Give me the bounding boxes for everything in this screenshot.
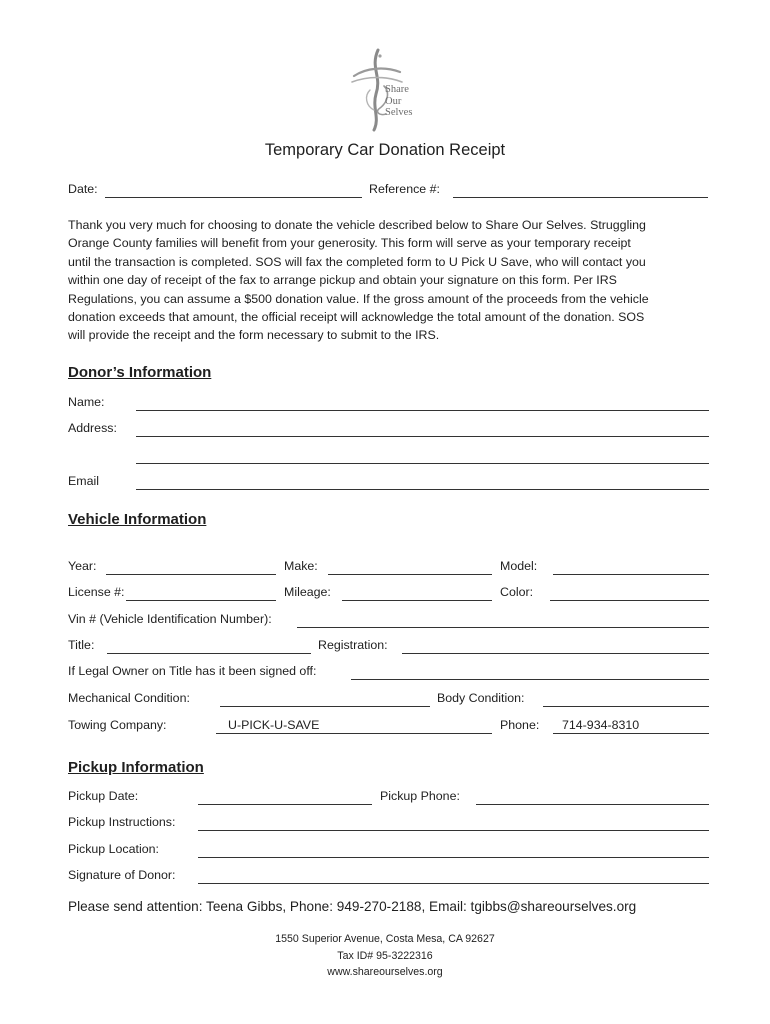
intro-line: will provide the receipt and the form necessary to submit to the IRS. xyxy=(68,328,440,343)
license-label: License #: xyxy=(68,585,125,599)
donor-email-label: Email xyxy=(68,474,99,488)
year-label: Year: xyxy=(68,559,97,573)
towing-phone-label: Phone: xyxy=(500,718,540,732)
intro-line: Thank you very much for choosing to donate the vehicle described below to Share Our Selves. Struggling xyxy=(68,218,646,232)
towing-phone-value: 714-934-8310 xyxy=(562,718,640,732)
footer-address: 1550 Superior Avenue, Costa Mesa, CA 92627 xyxy=(275,933,495,945)
towing-company-field[interactable] xyxy=(216,733,492,734)
body-condition-label: Body Condition: xyxy=(437,691,525,705)
license-field[interactable] xyxy=(126,600,276,601)
pickup-section-heading: Pickup Information xyxy=(68,759,204,776)
towing-company-value: U-PICK-U-SAVE xyxy=(228,718,320,732)
footer-tax-id: Tax ID# 95-3222316 xyxy=(337,949,433,962)
body-condition-field[interactable] xyxy=(543,706,709,707)
intro-line: within one day of receipt of the fax to arrange pickup and obtain your signature on this form. Per IRS xyxy=(68,273,617,288)
registration-label: Registration: xyxy=(318,638,388,652)
title-label: Title: xyxy=(68,638,95,652)
intro-line: until the transaction is completed. SOS will fax the completed form to U Pick U Save, who will contact you xyxy=(68,254,646,269)
make-label: Make: xyxy=(284,559,318,573)
donor-name-label: Name: xyxy=(68,395,105,409)
send-attention-text: Please send attention: Teena Gibbs, Phone: 949-270-2188, Email: tgibbs@shareourselves.org xyxy=(68,899,637,914)
intro-line: Regulations, you can assume a $500 donation value. If the gross amount of the proceeds from the vehicle xyxy=(68,291,649,306)
make-field[interactable] xyxy=(328,574,492,575)
towing-company-label: Towing Company: xyxy=(68,718,167,732)
intro-paragraph xyxy=(68,216,718,345)
logo-line-2: Our xyxy=(385,95,402,107)
donor-address-field-1[interactable] xyxy=(136,436,709,437)
vin-label: Vin # (Vehicle Identification Number): xyxy=(68,612,272,626)
mileage-field[interactable] xyxy=(342,600,492,601)
logo-line-3: Selves xyxy=(385,107,413,118)
legal-owner-label: If Legal Owner on Title has it been signed off: xyxy=(68,664,317,678)
mileage-label: Mileage: xyxy=(284,585,331,599)
mechanical-condition-field[interactable] xyxy=(220,706,430,707)
reference-label: Reference #: xyxy=(369,182,440,196)
registration-field[interactable] xyxy=(402,653,709,654)
donor-section-heading: Donor’s Information xyxy=(68,364,212,381)
pickup-location-field[interactable] xyxy=(198,857,709,858)
page-title: Temporary Car Donation Receipt xyxy=(264,141,506,159)
donor-address-label: Address: xyxy=(68,421,117,435)
pickup-date-field[interactable] xyxy=(198,804,372,805)
model-field[interactable] xyxy=(553,574,709,575)
logo-wordmark xyxy=(385,84,412,119)
date-field[interactable] xyxy=(105,197,362,198)
vin-field[interactable] xyxy=(297,627,709,628)
pickup-instructions-label: Pickup Instructions: xyxy=(68,815,176,829)
donor-name-field[interactable] xyxy=(136,410,709,411)
donor-address-field-2[interactable] xyxy=(136,463,709,464)
year-field[interactable] xyxy=(106,574,276,575)
intro-line: Orange County families will benefit from your generosity. This form will serve as your temporary receipt xyxy=(68,236,631,251)
reference-field[interactable] xyxy=(453,197,708,198)
logo-line-1: Share xyxy=(385,84,409,95)
model-label: Model: xyxy=(500,559,538,573)
pickup-date-label: Pickup Date: xyxy=(68,789,139,803)
title-field[interactable] xyxy=(107,653,311,654)
signature-label: Signature of Donor: xyxy=(68,868,176,882)
towing-phone-field[interactable] xyxy=(553,733,709,734)
color-label: Color: xyxy=(500,585,534,599)
footer-website[interactable]: www.shareourselves.org xyxy=(327,966,443,978)
pickup-location-label: Pickup Location: xyxy=(68,842,159,856)
signature-field[interactable] xyxy=(198,883,709,884)
mechanical-condition-label: Mechanical Condition: xyxy=(68,691,190,705)
date-label: Date: xyxy=(68,182,98,196)
legal-owner-field[interactable] xyxy=(351,679,709,680)
vehicle-section-heading: Vehicle Information xyxy=(68,511,207,528)
footer xyxy=(0,931,770,981)
color-field[interactable] xyxy=(550,600,709,601)
pickup-phone-field[interactable] xyxy=(476,804,709,805)
intro-line: donation exceeds that amount, the official receipt will acknowledge the total amount of the donation. SOS xyxy=(68,310,645,325)
pickup-phone-label: Pickup Phone: xyxy=(380,789,460,803)
pickup-instructions-field[interactable] xyxy=(198,830,709,831)
donor-email-field[interactable] xyxy=(136,489,709,490)
